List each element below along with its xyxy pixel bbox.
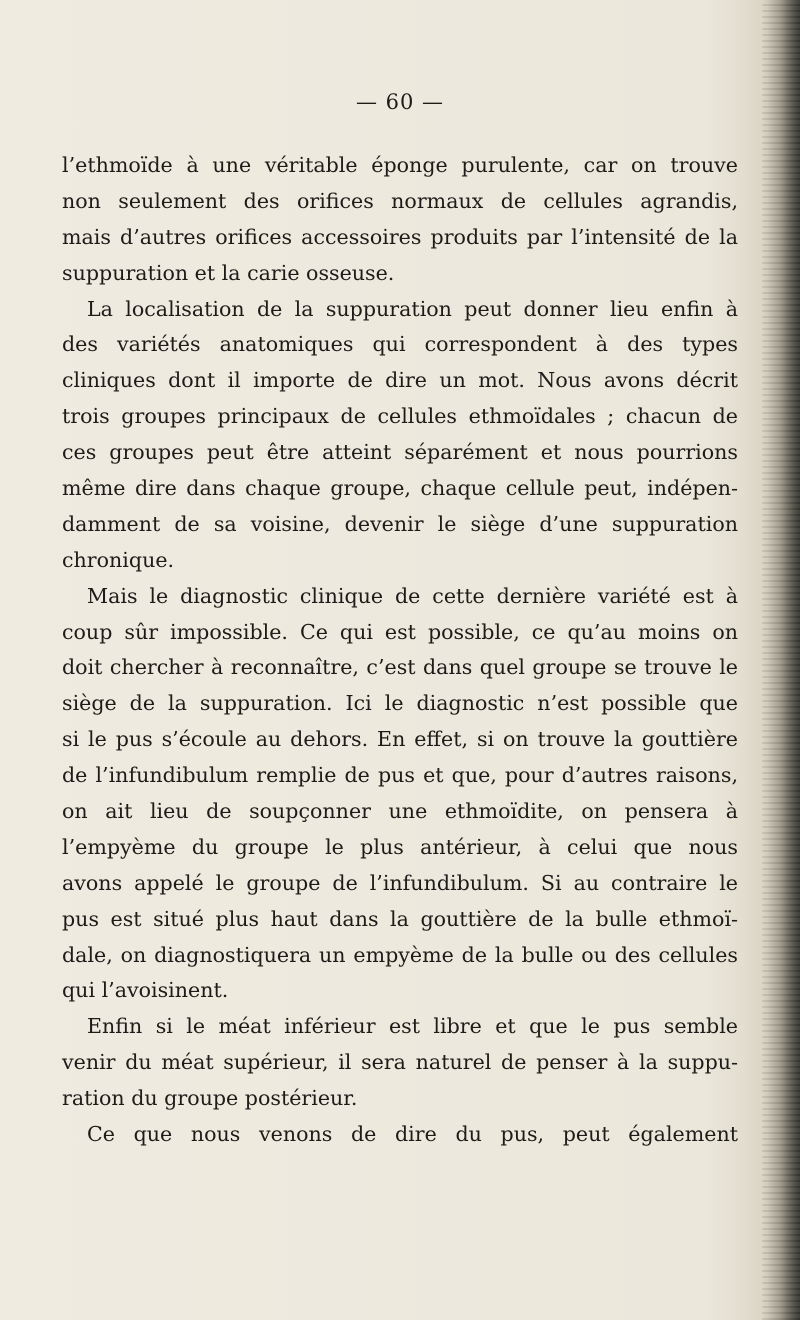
text-line: ration du groupe postérieur. [62, 1086, 358, 1111]
text-line: La localisation de la suppuration peut donner lieu enfin à [87, 296, 738, 321]
text-line: damment de sa voisine, devenir le siège d’une suppuration [62, 511, 738, 536]
text-line: doit chercher à reconnaître, c’est dans quel groupe se trouve le [62, 655, 738, 680]
text-line: mais d’autres orifices accessoires produits par l’intensité de la [62, 224, 738, 249]
text-line: venir du méat supérieur, il sera naturel de penser à la suppu- [62, 1050, 738, 1075]
text-line: non seulement des orifices normaux de cellules agrandis, [62, 188, 738, 213]
text-line: trois groupes principaux de cellules ethmoïdales ; chacun de [62, 404, 738, 429]
text-line: Enfin si le méat inférieur est libre et que le pus semble [87, 1014, 738, 1039]
page-edge-shadow [762, 0, 800, 1320]
text-line: avons appelé le groupe de l’infundibulum. Si au contraire le [62, 870, 738, 895]
text-line: suppuration et la carie osseuse. [62, 260, 395, 285]
text-line: même dire dans chaque groupe, chaque cellule peut, indépen- [62, 476, 738, 501]
text-line: chronique. [62, 547, 175, 572]
text-line: coup sûr impossible. Ce qui est possible, ce qu’au moins on [62, 619, 738, 644]
text-line: des variétés anatomiques qui correspondent à des types [62, 332, 738, 357]
text-line: de l’infundibulum remplie de pus et que, pour d’autres raisons, [62, 763, 738, 788]
text-line: l’empyème du groupe le plus antérieur, à celui que nous [62, 834, 738, 859]
text-line: qui l’avoisinent. [62, 978, 229, 1003]
text-line: dale, on diagnostiquera un empyème de la bulle ou des cellules [62, 942, 738, 967]
text-line: cliniques dont il importe de dire un mot. Nous avons décrit [62, 368, 738, 393]
text-line: Mais le diagnostic clinique de cette dernière variété est à [87, 583, 738, 608]
text-line: si le pus s’écoule au dehors. En effet, si on trouve la gouttière [62, 727, 738, 752]
page-number: — 60 — [355, 90, 445, 114]
text-line: l’ethmoïde à une véritable éponge purulente, car on trouve [62, 153, 738, 177]
text-line: Ce que nous venons de dire du pus, peut également [87, 1122, 738, 1147]
text-line: siège de la suppuration. Ici le diagnostic n’est possible que [62, 691, 738, 716]
text-line: on ait lieu de soupçonner une ethmoïdite, on pensera à [62, 799, 738, 824]
text-line: ces groupes peut être atteint séparément et nous pourrions [62, 440, 738, 465]
text-line: pus est situé plus haut dans la gouttière de la bulle ethmoï- [62, 906, 738, 931]
body-text [62, 148, 738, 1153]
